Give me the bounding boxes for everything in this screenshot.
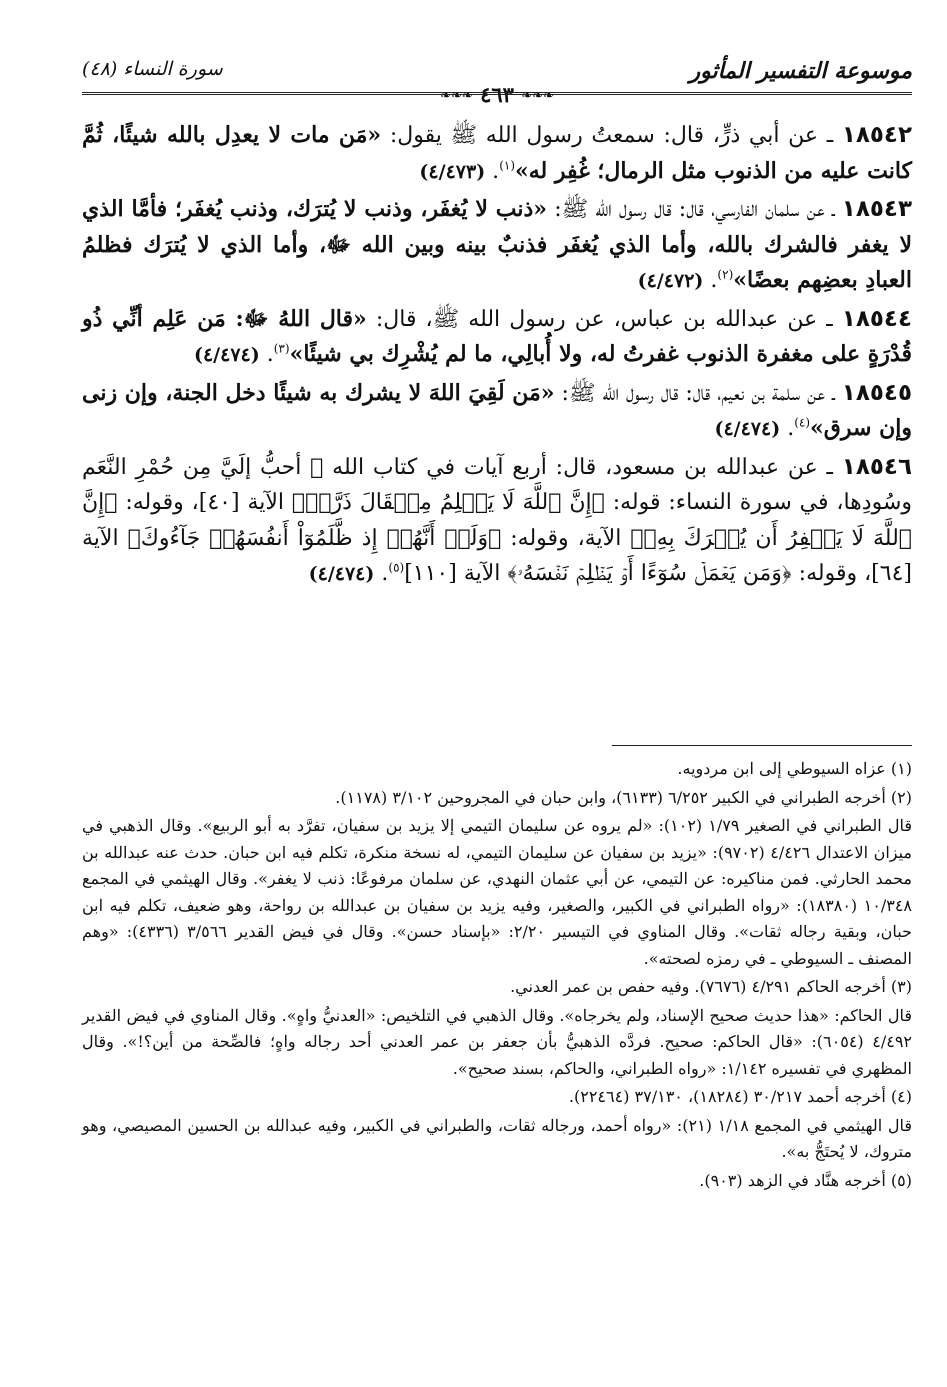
hadith-quote: «قال اللهُ ﷻ: مَن عَلِم أنِّي ذُو قُدْرَةٍ على مغفرة الذنوب غفرتُ له، ولا أُبالِي، ما لم يُشْرِك بي شيئًا» (82, 305, 912, 367)
footnote-marker[interactable]: (٢) (717, 267, 734, 282)
source-reference: (٤/٤٧٤) (308, 563, 375, 585)
ornament-right-icon: ❧❧❧ (440, 88, 473, 104)
book-title: موسوعة التفسير المأثور (689, 58, 912, 84)
surah-title: سورة النساء (٤٨) (82, 58, 223, 80)
source-reference: (٤/٤٧٢) (637, 270, 704, 292)
footnotes (82, 756, 912, 1196)
header-divider (82, 92, 912, 95)
hadith-quote: «مَن مات لا يعدِل بالله شيئًا، ثُمَّ كانت عليه من الذنوب مثل الرمال؛ غُفِر له» (82, 122, 912, 184)
footnote-marker[interactable]: (١) (499, 158, 516, 173)
hadith-number: ١٨٥٤٤ (841, 305, 912, 332)
page-number-block (82, 84, 912, 108)
footnote: (١) عزاه السيوطي إلى ابن مردويه. (677, 759, 912, 778)
hadith-number: ١٨٥٤٣ (841, 196, 912, 222)
footnote-marker[interactable]: (٥) (388, 560, 405, 575)
hadith-item: ١٨٥٤٣ ـ عن سلمان الفارسي، قال: قال رسول الله ﷺ: «ذنب لا يُغفَر، وذنب لا يُترَك، وذنب يُغفَر؛ فأمَّا الذي لا يغفر فالشرك بالله، وأما الذي يُغفَر فذنبٌ بينه وبين الله ﷻ، وأما الذي لا يُترَك فظلمُ العبادِ بعضِهم بعضًا»$^{(٢)}$. (٤/٤٧٢) (82, 196, 912, 293)
hadith-number: ١٨٥٤٥ (841, 379, 912, 406)
footnote: (٣) أخرجه الحاكم ٤/٢٩١ (٧٦٧٦). وفيه حفص بن عمر العدني. (510, 977, 912, 996)
hadith-item: ١٨٥٤٦ ـ عن عبدالله بن مسعود، قال: أربع آيات في كتاب الله ﷻ أحبُّ إلَيَّ مِن حُمْرِ النَّعَم وسُودِها، في سورة النساء: قوله: ﴿إِنَّ ٱللَّهَ لَا يَظۡلِمُ مِثۡقَالَ ذَرَّةٖ﴾ الآية [٤٠]، وقوله: ﴿إِنَّ ٱللَّهَ لَا يَغۡفِرُ أَن يُشۡرَكَ بِهِۦ﴾ الآية، وقوله: ﴿وَلَوۡ أَنَّهُمۡ إِذ ظَّلَمُوٓاْ أَنفُسَهُمۡ جَآءُوكَ﴾ الآية [٦٤]، وقوله: ﴿وَمَن يَعۡمَلۡ سُوٓءًا أَوۡ يَظۡلِمۡ نَفۡسَهُۥ﴾ الآية [١١٠]$^{(٥)}$. (٤/٤٧٤) (82, 453, 912, 586)
hadith-item: ١٨٥٤٢ ـ عن أبي ذرٍّ، قال: سمعتُ رسول الله ﷺ يقول: «مَن مات لا يعدِل بالله شيئًا، ثُمَّ كانت عليه من الذنوب مثل الرمال؛ غُفِر له»$^{(١)}$. (٤/٤٧٣) (82, 122, 913, 184)
footnote-marker[interactable]: (٣) (273, 341, 290, 356)
hadith-intro: ـ عن عبدالله بن عباس، عن رسول الله ﷺ، قال: (366, 306, 842, 332)
footnote-commentary: قال الطبراني في الصغير ١/٧٩ (١٠٢): «لم يروه عن سليمان التيمي إلا يزيد بن سفيان، تفرَّد به أبو الربيع». وقال الذهبي في ميزان الاعتدال ٤/٤٢٦ (٩٧٠٢): «يزيد بن سفيان عن سليمان التيمي، له نسخة منكرة، تكلم فيه ابن حبان. حدث عنه عبدالله بن محمد الحارثي. فمن مناكيره: عن التيمي، عن أبي عثمان النهدي، عن سلمان مرفوعًا: ذنب لا يغفر». وقال الهيثمي في المجمع ١٠/٣٤٨ (١٨٣٨٠): «رواه الطبراني في الكبير، والصغير، وفيه يزيد بن سفيان بن عبدالله بن رواحة، وهو ضعيف، تكلم فيه ابن حبان، وبقية رجاله ثقات». وقال المناوي في التيسير ٢/٢٠: «بإسناد حسن». وقال في فيض القدير ٣/٥٦٦ (٤٣٣٦): «وهم المصنف ـ السيوطي ـ في رمزه لصحته». (82, 816, 913, 968)
footnote: (٥) أخرجه هنَّاد في الزهد (٩٠٣). (699, 1170, 912, 1190)
page-number: ٤٦٣ (480, 82, 514, 107)
hadith-item: ١٨٥٤٤ ـ عن عبدالله بن عباس، عن رسول الله ﷺ، قال: «قال اللهُ ﷻ: مَن عَلِم أنِّي ذُو قُدْرَةٍ على مغفرة الذنوب غفرتُ له، ولا أُبالِي، ما لم يُشْرِك بي شيئًا»$^{(٣)}$. (٤/٤٧٤) (82, 305, 912, 367)
hadith-intro: ـ عن سلمة بن نعيم، قال: قال رسول الله ﷺ: (554, 380, 842, 406)
hadith-number: ١٨٥٤٢ (841, 122, 913, 148)
page-header (82, 56, 912, 106)
footnote: (٢) أخرجه الطبراني في الكبير ٦/٢٥٢ (٦١٣٣)، وابن حبان في المجروحين ٣/١٠٢ (١١٧٨). (335, 787, 912, 807)
footnote-commentary: قال الحاكم: «هذا حديث صحيح الإسناد، ولم يخرجاه». وقال الذهبي في التلخيص: «العدنيُّ واهٍ». وقال المناوي في فيض القدير ٤/٤٩٢ (٦٠٥٤): «قال الحاكم: صحيح. فردَّه الذهبيُّ بأن جعفر بن عمر العدني أحد رجاله واهٍ؛ فالصِّحة من أين؟!». وقال المظهري في تفسيره ١/١٤٢: «رواه الطبراني، والحاكم، بسند صحيح». (82, 1005, 913, 1078)
hadith-list (82, 118, 912, 595)
source-reference: (٤/٤٧٤) (193, 344, 260, 366)
footnote-marker[interactable]: (٤) (794, 415, 811, 430)
hadith-number: ١٨٥٤٦ (841, 453, 912, 480)
hadith-item: ١٨٥٤٥ ـ عن سلمة بن نعيم، قال: قال رسول الله ﷺ: «مَن لَقِيَ اللهَ لا يشرك به شيئًا دخل الجنة، وإن زنى وإن سرق»$^{(٤)}$. (٤/٤٧٤) (82, 379, 912, 441)
hadith-quote: «مَن لَقِيَ اللهَ لا يشرك به شيئًا دخل الجنة، وإن زنى وإن سرق» (82, 379, 912, 441)
hadith-intro: ـ عن أبي ذرٍّ، قال: سمعتُ رسول الله ﷺ يقول: (381, 123, 842, 148)
footnotes-divider (612, 745, 912, 746)
source-reference: (٤/٤٧٤) (714, 418, 781, 440)
hadith-quote: «ذنب لا يُغفَر، وذنب لا يُترَك، وذنب يُغفَر؛ فأمَّا الذي لا يغفر فالشرك بالله، وأما الذي يُغفَر فذنبٌ بينه وبين الله ﷻ، وأما الذي لا يُترَك فظلمُ العبادِ بعضِهم بعضًا» (82, 196, 912, 293)
hadith-intro: ـ عن سلمان الفارسي، قال: قال رسول الله ﷺ: (547, 197, 842, 222)
footnote: (٤) أخرجه أحمد ٣٠/٢١٧ (١٨٢٨٤)، ٣٧/١٣٠ (٢٢٤٦٤). (568, 1087, 912, 1106)
hadith-intro: ـ عن عبدالله بن مسعود، قال: أربع آيات في كتاب الله ﷻ أحبُّ إلَيَّ مِن حُمْرِ النَّعَم وسُودِها، في سورة النساء: قوله: ﴿إِنَّ ٱللَّهَ لَا يَظۡلِمُ مِثۡقَالَ ذَرَّةٖ﴾ الآية [٤٠]، وقوله: ﴿إِنَّ ٱللَّهَ لَا يَغۡفِرُ أَن يُشۡرَكَ بِهِۦ﴾ الآية، وقوله: ﴿وَلَوۡ أَنَّهُمۡ إِذ ظَّلَمُوٓاْ أَنفُسَهُمۡ جَآءُوكَ﴾ الآية [٦٤]، وقوله: ﴿وَمَن يَعۡمَلۡ سُوٓءًا أَوۡ يَظۡلِمۡ نَفۡسَهُۥ﴾ الآية [١١٠] (82, 454, 912, 586)
footnote-commentary: قال الهيثمي في المجمع ١/١٨ (٢١): «رواه أحمد، ورجاله ثقات، والطبراني في الكبير، وفيه عبدالله بن الحسين المصيصي، وهو متروك، لا يُحتَجُّ به». (82, 1115, 913, 1161)
ornament-left-icon: ❧❧❧ (521, 88, 554, 104)
source-reference: (٤/٤٧٣) (419, 160, 486, 183)
